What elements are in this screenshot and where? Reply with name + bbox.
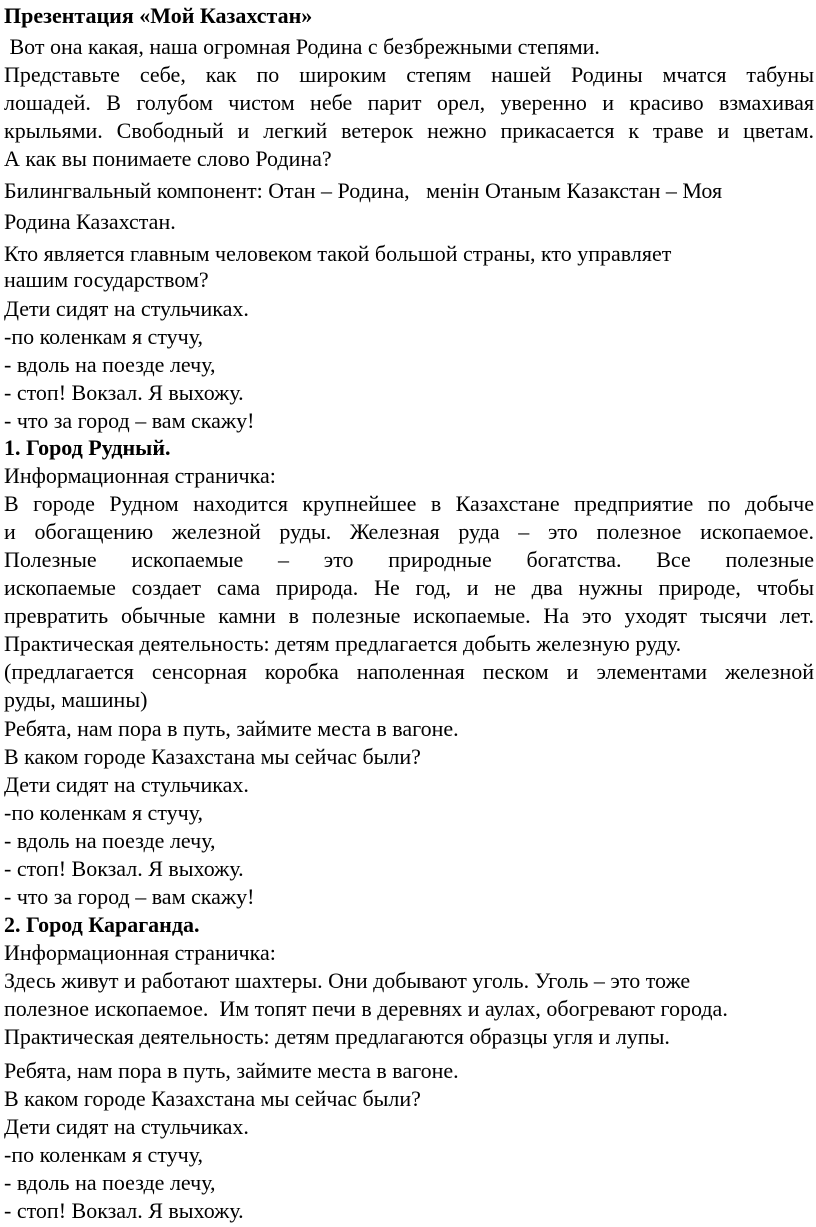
instruction-line: Дети сидят на стульчиках. (4, 1114, 249, 1139)
bilingual-line: Билингвальный компонент: Отан – Родина, менін Отаным Казакстан – Моя (4, 178, 723, 203)
paragraph-line: Представьте себе, как по широким степям нашей Родины мчатся табуны (4, 62, 814, 87)
rhyme-line: - вдоль на поезде лечу, (4, 1170, 216, 1195)
question-line: нашим государством? (4, 267, 209, 292)
section-heading: 2. Город Караганда. (4, 912, 200, 937)
info-label: Информационная страничка: (4, 463, 276, 488)
paragraph-line: лошадей. В голубом чистом небе парит орел, уверенно и красиво взмахивая (4, 90, 814, 115)
practice-line: руды, машины) (4, 687, 148, 712)
paragraph-line: ископаемые создает сама природа. Не год, и не два нужны природе, чтобы (4, 575, 814, 600)
rhyme-line: -по коленкам я стучу, (4, 800, 204, 825)
paragraph-line: крыльями. Свободный и легкий ветерок нежно прикасается к траве и цветам. (4, 118, 814, 143)
paragraph-line: В каком городе Казахстана мы сейчас были? (4, 744, 421, 769)
rhyme-line: - что за город – вам скажу! (4, 884, 255, 909)
question-line: Кто является главным человеком такой большой страны, кто управляет (4, 241, 672, 266)
instruction-line: Дети сидят на стульчиках. (4, 772, 249, 797)
paragraph-line: В городе Рудном находится крупнейшее в Казахстане предприятие по добыче (4, 491, 814, 516)
paragraph-line: Здесь живут и работают шахтеры. Они добывают уголь. Уголь – это тоже (4, 968, 691, 993)
paragraph-line: Полезные ископаемые – это природные богатства. Все полезные (4, 547, 814, 572)
practice-line: (предлагается сенсорная коробка наполенная песком и элементами железной (4, 659, 814, 684)
rhyme-line: - стоп! Вокзал. Я выхожу. (4, 1198, 244, 1223)
rhyme-line: - вдоль на поезде лечу, (4, 352, 216, 377)
rhyme-line: -по коленкам я стучу, (4, 1142, 204, 1167)
paragraph-line: и обогащению железной руды. Железная руда – это полезное ископаемое. (4, 519, 814, 544)
practice-line: Практическая деятельность: детям предлагаются образцы угля и лупы. (4, 1024, 670, 1049)
rhyme-line: -по коленкам я стучу, (4, 324, 204, 349)
paragraph-line: А как вы понимаете слово Родина? (4, 146, 332, 171)
paragraph-line: превратить обычные камни в полезные ископаемые. На это уходят тысячи лет. (4, 603, 814, 628)
document-title: Презентация «Мой Казахстан» (4, 3, 313, 28)
section-heading: 1. Город Рудный. (4, 435, 171, 460)
rhyme-line: - что за город – вам скажу! (4, 408, 255, 433)
info-label: Информационная страничка: (4, 940, 276, 965)
paragraph-line: Ребята, нам пора в путь, займите места в вагоне. (4, 716, 459, 741)
paragraph-line: полезное ископаемое. Им топят печи в деревнях и аулах, обогревают города. (4, 996, 728, 1021)
rhyme-line: - стоп! Вокзал. Я выхожу. (4, 380, 244, 405)
paragraph-line: Вот она какая, наша огромная Родина с безбрежными степями. (4, 34, 600, 59)
instruction-line: Дети сидят на стульчиках. (4, 296, 249, 321)
rhyme-line: - вдоль на поезде лечу, (4, 828, 216, 853)
practice-line: Практическая деятельность: детям предлагается добыть железную руду. (4, 631, 682, 656)
paragraph-line: В каком городе Казахстана мы сейчас были? (4, 1086, 421, 1111)
paragraph-line: Ребята, нам пора в путь, займите места в вагоне. (4, 1058, 459, 1083)
bilingual-line: Родина Казахстан. (4, 209, 176, 234)
rhyme-line: - стоп! Вокзал. Я выхожу. (4, 856, 244, 881)
